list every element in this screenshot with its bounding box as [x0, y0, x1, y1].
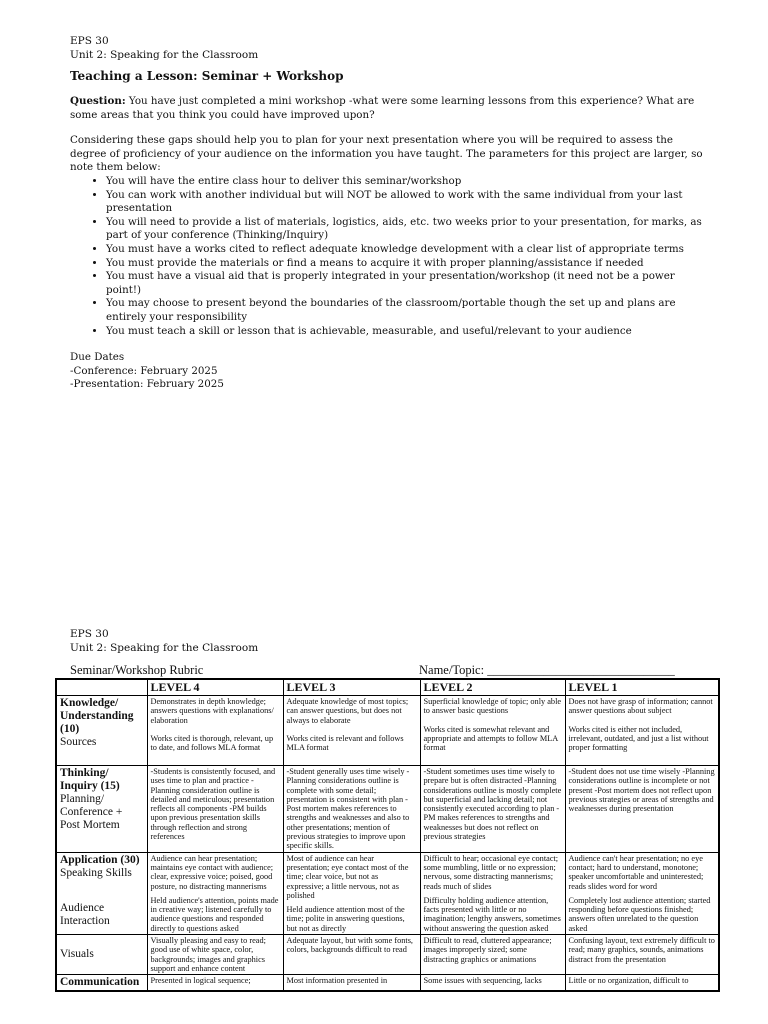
criterion-title: Application (30)	[60, 853, 140, 866]
question-text: You have just completed a mini workshop -what were some learning lessons from this experience? What are some areas that you think you could have improved upon?	[70, 95, 695, 121]
course-code: EPS 30	[70, 628, 109, 640]
due-dates	[70, 351, 710, 392]
requirement-item: • You must have a visual aid that is properly integrated in your presentation/workshop (it need not be a power point!)	[106, 270, 710, 297]
requirements-list	[70, 175, 710, 338]
rubric-corner	[56, 679, 147, 696]
rubric-cell: Most information presented in	[283, 975, 420, 992]
rubric-cell: -Student sometimes uses time wisely to prepare but is often distracted -Planning considerations outline is mostly complete but superficial and lacking detail; not consistently executed according to plan -PM makes references to strengths and weaknesses but does not reflect on previous strategies	[420, 766, 565, 853]
cell-text: Difficulty holding audience attention, facts presented with little or no imagination; lengthy answers, sometimes without answering the question asked	[423, 895, 561, 933]
criterion-subtitle: Speaking Skills	[60, 866, 132, 879]
rubric-title: Seminar/Workshop Rubric	[70, 663, 204, 677]
unit-title: Unit 2: Speaking for the Classroom	[70, 49, 259, 61]
criterion-subtitle: Audience Interaction	[60, 901, 110, 927]
cell-text: Does not have grasp of information; cannot answer questions about subject	[568, 697, 713, 716]
rubric-cell: Adequate layout, but with some fonts, colors, backgrounds difficult to read	[283, 935, 420, 975]
requirement-item: • You will have the entire class hour to deliver this seminar/workshop	[106, 175, 710, 189]
rubric-cell	[147, 696, 283, 766]
cell-text: Superficial knowledge of topic; only able to answer basic questions	[423, 697, 562, 716]
cell-text: Held audience attention most of the time; polite in answering questions, but not as directly	[286, 905, 405, 933]
rubric-cell: -Student generally uses time wisely -Planning considerations outline is complete with some detail; presentation is consistent with plan -Post mortem makes references to strengths and weaknesses and also to other presentations; mention of previous strategies to improve upon specific skills.	[283, 766, 420, 853]
assignment-page	[70, 34, 710, 392]
presentation-date: -Presentation: February 2025	[70, 378, 224, 391]
level-header: LEVEL 3	[283, 679, 420, 696]
criterion-cell	[56, 975, 147, 992]
requirement-item: • You must teach a skill or lesson that is achievable, measurable, and useful/relevant to your audience	[106, 325, 710, 339]
intro-paragraph: Considering these gaps should help you to plan for your next presentation where you will be required to assess the degree of proficiency of your audience on the information you have taught. The parameters for this project are larger, so note them below:	[70, 134, 703, 174]
rubric-cell	[420, 696, 565, 766]
rubric-row	[56, 935, 719, 975]
question-label: Question:	[70, 95, 126, 107]
cell-text: Adequate knowledge of most topics; can answer questions, but does not always to elaborate	[286, 697, 409, 725]
due-dates-heading: Due Dates	[70, 351, 125, 364]
cell-text: Held audience's attention, points made in creative way; listened carefully to audience questions and responded directly to questions asked	[150, 895, 279, 933]
criterion-title: Communication	[60, 976, 140, 989]
rubric-cell: Little or no organization, difficult to	[565, 975, 719, 992]
requirement-item: • You may choose to present beyond the boundaries of the classroom/portable though the set up and plans are entirely your responsibility	[106, 297, 710, 324]
cell-text: Works cited is somewhat relevant and appropriate and attempts to follow MLA format	[423, 724, 558, 753]
rubric-cell	[283, 852, 420, 934]
criterion-cell	[56, 935, 147, 975]
cell-text: Audience can't hear presentation; no eye contact; hard to understand, monotone; speaker uncomfortable and uninterested; reads slides word for word	[568, 853, 704, 891]
level-header: LEVEL 1	[565, 679, 719, 696]
requirement-item: • You can work with another individual but will NOT be allowed to work with the same individual from your last presentation	[106, 189, 710, 216]
rubric-header	[70, 663, 690, 678]
rubric-page-header	[70, 627, 710, 655]
assignment-title: Teaching a Lesson: Seminar + Workshop	[70, 69, 344, 83]
rubric-cell	[147, 852, 283, 934]
conference-date: -Conference: February 2025	[70, 364, 218, 377]
rubric-cell: -Students is consistently focused, and uses time to plan and practice -Planning consideration outline is detailed and meticulous; presentation reflects all components -PM builds upon previous presentation skills through reflection and strong references	[147, 766, 283, 853]
level-header: LEVEL 4	[147, 679, 283, 696]
rubric-table	[55, 678, 720, 992]
requirement-item: • You will need to provide a list of materials, logistics, aids, etc. two weeks prior to your presentation, for marks, as part of your conference (Thinking/Inquiry)	[106, 216, 710, 243]
criterion-subtitle: Visuals	[60, 948, 94, 961]
rubric-row	[56, 766, 719, 853]
criterion-subtitle: Sources	[60, 736, 97, 748]
criterion-subtitle: Planning/ Conference + Post Mortem	[60, 793, 123, 831]
rubric-cell	[283, 696, 420, 766]
cell-text: Difficult to hear; occasional eye contact; some mumbling, little or no expression; nervous, some distracting mannerisms; reads much of slides	[423, 853, 559, 891]
rubric-cell: Presented in logical sequence;	[147, 975, 283, 992]
cell-text: Works cited is either not included, irrelevant, outdated, and just a list without proper formatting	[568, 724, 709, 753]
requirement-item: • You must provide the materials or find a means to acquire it with proper planning/assistance if needed	[106, 257, 710, 271]
rubric-cell: Difficult to read, cluttered appearance; images improperly sized; some distracting graphics or animations	[420, 935, 565, 975]
rubric-cell	[565, 852, 719, 934]
rubric-cell	[565, 696, 719, 766]
criterion-title: Thinking/ Inquiry (15)	[60, 767, 120, 792]
rubric-header-row	[56, 679, 719, 696]
rubric-row	[56, 975, 719, 992]
criterion-cell	[56, 696, 147, 766]
rubric-row	[56, 696, 719, 766]
unit-title: Unit 2: Speaking for the Classroom	[70, 642, 259, 654]
criterion-title: Knowledge/ Understanding (10)	[60, 697, 134, 735]
rubric-cell: Confusing layout, text extremely difficult to read; many graphics, sounds, animations distract from the presentation	[565, 935, 719, 975]
cell-text: Most of audience can hear presentation; eye contact most of the time; clear voice, but not as expressive; a little nervous, not as polished	[286, 853, 409, 900]
criterion-cell	[56, 766, 147, 853]
rubric-cell: Visually pleasing and easy to read; good use of white space, color, backgrounds; images and graphics support and enhance content	[147, 935, 283, 975]
cell-text: Audience can hear presentation; maintains eye contact with audience; clear, expressive voice; poised, good posture, no distracting mannerisms	[150, 853, 274, 891]
rubric-cell	[420, 852, 565, 934]
criterion-cell	[56, 852, 147, 934]
cell-text: Completely lost audience attention; started responding before questions finished; answers often unrelated to the question asked	[568, 895, 711, 933]
level-header: LEVEL 2	[420, 679, 565, 696]
cell-text: Demonstrates in depth knowledge; answers questions with explanations/ elaboration	[150, 697, 274, 725]
rubric-row	[56, 852, 719, 934]
rubric-cell: Some issues with sequencing, lacks	[420, 975, 565, 992]
name-topic-field: Name/Topic: ______________________________	[419, 663, 675, 677]
course-code: EPS 30	[70, 35, 109, 47]
rubric-cell: -Student does not use time wisely -Planning considerations outline is incomplete or not present -Post mortem does not reflect upon previous strategies or areas of strengths and weaknesses during presentation	[565, 766, 719, 853]
cell-text: Works cited is relevant and follows MLA format	[286, 733, 404, 753]
question-paragraph	[70, 95, 710, 122]
cell-text: Works cited is thorough, relevant, up to date, and follows MLA format	[150, 733, 274, 753]
requirement-item: • You must have a works cited to reflect adequate knowledge development with a clear list of appropriate terms	[106, 243, 710, 257]
